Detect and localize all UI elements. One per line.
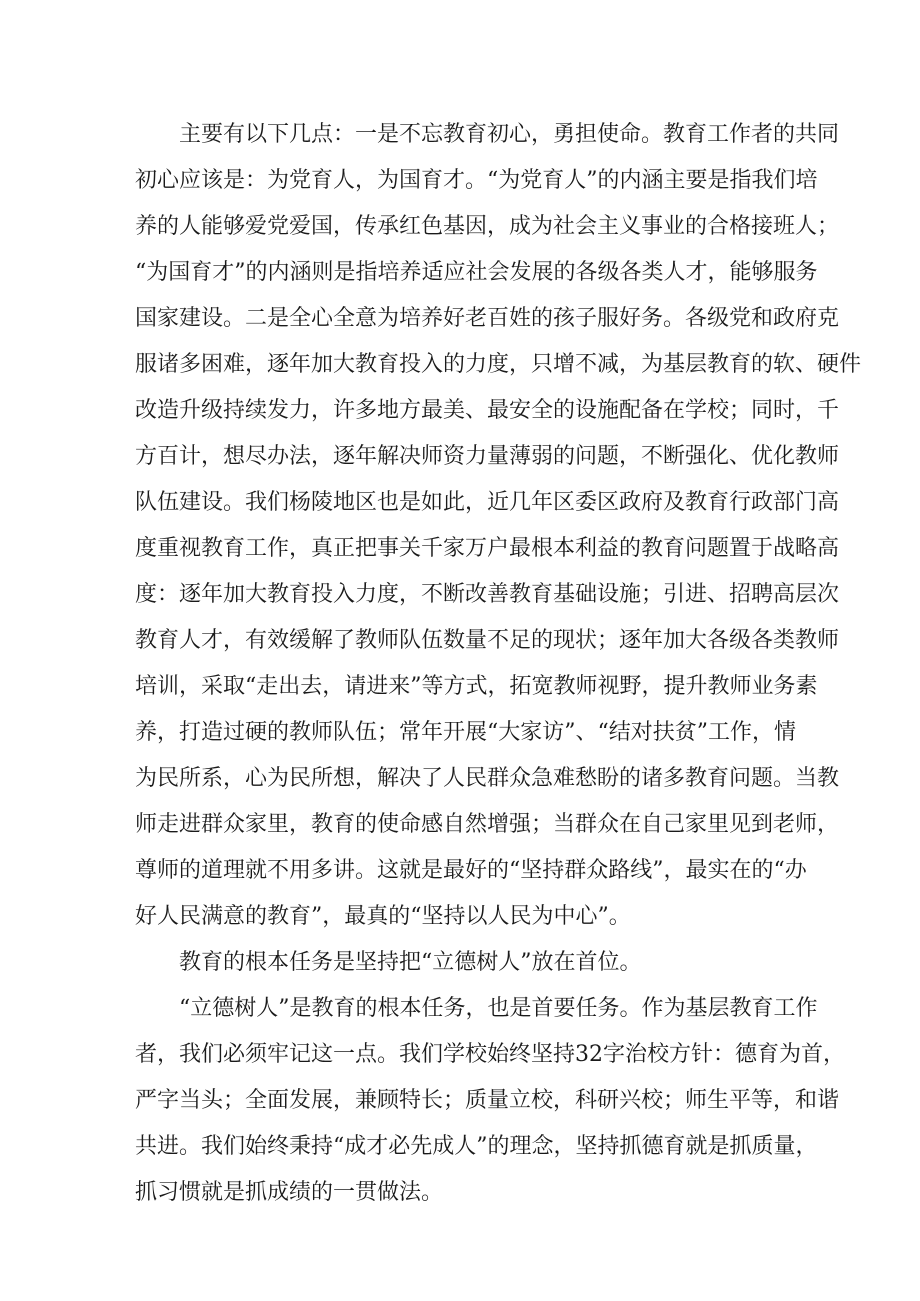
paragraph-1-line-8: 方百计，想尽办法，逐年解决师资力量薄弱的问题，不断强化、优化教师 <box>135 444 840 469</box>
paragraph-3-line-1: “立德树人”是教育的根本任务，也是首要任务。作为基层教育工作 <box>179 996 818 1021</box>
paragraph-1-line-7: 改造升级持续发力，许多地方最美、最安全的设施配备在学校；同时，千 <box>135 398 840 423</box>
paragraph-1-line-9: 队伍建设。我们杨陵地区也是如此，近几年区委区政府及教育行政部门高 <box>135 490 840 515</box>
paragraph-3-line-5: 抓习惯就是抓成绩的一贯做法。 <box>135 1180 444 1205</box>
paragraph-1-line-2: 初心应该是：为党育人，为国育才。“为党育人”的内涵主要是指我们培 <box>135 168 818 193</box>
paragraph-3-line-4: 共进。我们始终秉持“成才必先成人”的理念，坚持抓德育就是抓质量， <box>135 1134 818 1159</box>
document-body <box>135 112 862 1216</box>
paragraph-1-line-11: 度：逐年加大教育投入力度，不断改善教育基础设施；引进、招聘高层次 <box>135 582 840 607</box>
paragraph-2-line-1: 教育的根本任务是坚持把“立德树人”放在首位。 <box>179 950 642 975</box>
paragraph-3-line-2: 者，我们必须牢记这一点。我们学校始终坚持32字治校方针：德育为首， <box>135 1042 845 1067</box>
paragraph-1-line-16: 师走进群众家里，教育的使命感自然增强；当群众在自己家里见到老师， <box>135 812 840 837</box>
paragraph-1-line-14: 养，打造过硬的教师队伍；常年开展“大家访”、“结对扶贫”工作，情 <box>135 720 796 745</box>
paragraph-1-line-6: 服诸多困难，逐年加大教育投入的力度，只增不减，为基层教育的软、硬件 <box>135 352 862 377</box>
paragraph-1-line-5: 国家建设。二是全心全意为培养好老百姓的孩子服好务。各级党和政府克 <box>135 306 840 331</box>
paragraph-1-line-10: 度重视教育工作，真正把事关千家万户最根本利益的教育问题置于战略高 <box>135 536 840 561</box>
paragraph-1-line-17: 尊师的道理就不用多讲。这就是最好的“坚持群众路线”，最实在的“办 <box>135 858 807 883</box>
paragraph-1-line-3: 养的人能够爱党爱国，传承红色基因，成为社会主义事业的合格接班人； <box>135 214 840 239</box>
paragraph-3-line-3: 严字当头；全面发展，兼顾特长；质量立校，科研兴校；师生平等，和谐 <box>135 1088 840 1113</box>
paragraph-1-line-18: 好人民满意的教育”，最真的“坚持以人民为中心”。 <box>135 904 631 929</box>
paragraph-1-line-4: “为国育才”的内涵则是指培养适应社会发展的各级各类人才，能够服务 <box>135 260 818 285</box>
paragraph-1-line-15: 为民所系，心为民所想，解决了人民群众急难愁盼的诸多教育问题。当教 <box>135 766 840 791</box>
paragraph-1-line-1: 主要有以下几点：一是不忘教育初心，勇担使命。教育工作者的共同 <box>179 122 840 147</box>
paragraph-1-line-12: 教育人才，有效缓解了教师队伍数量不足的现状；逐年加大各级各类教师 <box>135 628 840 653</box>
paragraph-1-line-13: 培训，采取“走出去，请进来”等方式，拓宽教师视野，提升教师业务素 <box>135 674 818 699</box>
